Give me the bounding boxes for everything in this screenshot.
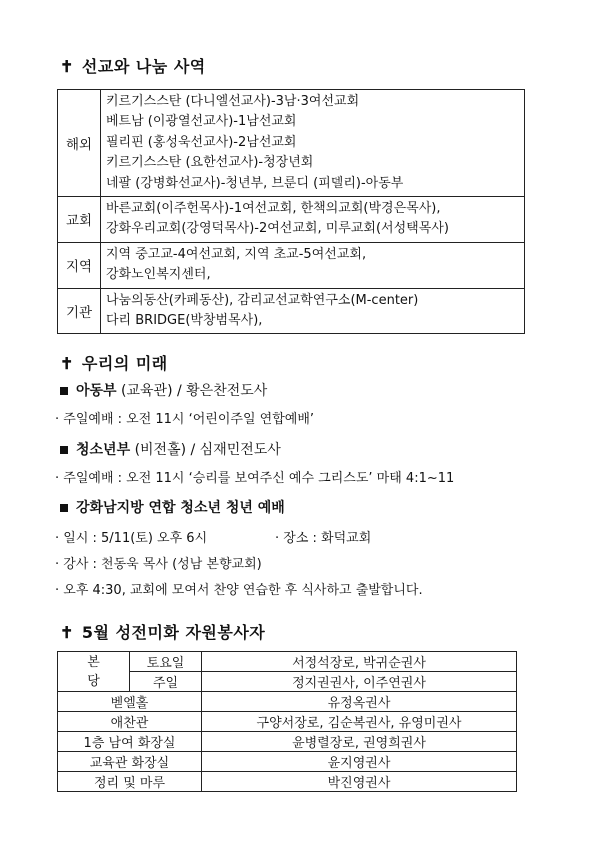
day-cell: 주일 bbox=[130, 672, 202, 692]
names-cell: 박진영권사 bbox=[202, 772, 517, 792]
square-bullet-icon bbox=[60, 446, 68, 454]
row-label-institution: 기관 bbox=[58, 288, 101, 334]
table-row bbox=[58, 732, 517, 752]
row-content-region: 지역 중고교-4여선교회, 지역 초교-5여선교회, 강화노인복지센터, bbox=[101, 242, 525, 288]
area-cell: 1층 남여 화장실 bbox=[58, 732, 202, 752]
youth-worship-detail: · 주일예배 : 오전 11시 ‘승리를 보여주신 예수 그리스도’ 마태 4:1~11 bbox=[55, 471, 455, 486]
joint-worship-note: · 오후 4:30, 교회에 모여서 찬양 연습한 후 식사하고 출발합니다. bbox=[55, 583, 423, 598]
names-cell: 윤병렬장로, 권영희권사 bbox=[202, 732, 517, 752]
cross-icon: ✝ bbox=[60, 354, 74, 373]
names-cell: 구양서장로, 김순복권사, 유영미권사 bbox=[202, 712, 517, 732]
table-row bbox=[58, 197, 525, 243]
table-row bbox=[58, 242, 525, 288]
joint-worship-place: · 장소 : 화덕교회 bbox=[275, 531, 372, 546]
row-content-overseas: 키르기스스탄 (다니엘선교사)-3남·3여선교회 베트남 (이광열선교사)-1남선교회 필리핀 (홍성욱선교사)-2남선교회 키르기스스탄 (요한선교사)-청장년회 네팔 (강병화선교사)-청년부, 브룬디 (피델리)-아동부 bbox=[101, 90, 525, 197]
mission-table bbox=[57, 89, 525, 334]
row-content-church: 바른교회(이주헌목사)-1여선교회, 한책의교회(박경은목사), 강화우리교회(강영덕목사)-2여선교회, 미루교회(서성택목사) bbox=[101, 197, 525, 243]
names-cell: 정지권권사, 이주연권사 bbox=[202, 672, 517, 692]
table-row bbox=[58, 772, 517, 792]
joint-worship-heading: 강화남지방 연합 청소년 청년 예배 bbox=[60, 497, 285, 517]
table-row bbox=[58, 288, 525, 334]
cross-icon: ✝ bbox=[60, 57, 74, 76]
cross-icon: ✝ bbox=[60, 623, 74, 642]
table-row bbox=[58, 712, 517, 732]
row-label-church: 교회 bbox=[58, 197, 101, 243]
names-cell: 서정석장로, 박귀순권사 bbox=[202, 652, 517, 672]
square-bullet-icon bbox=[60, 387, 68, 395]
area-cell: 교육관 화장실 bbox=[58, 752, 202, 772]
future-section-title: ✝ 우리의 미래 bbox=[60, 354, 168, 373]
volunteer-section-title: ✝ 5월 성전미화 자원봉사자 bbox=[60, 623, 266, 642]
joint-worship-date: · 일시 : 5/11(토) 오후 6시 bbox=[55, 531, 208, 546]
youth-heading: 청소년부 (비전홀) / 심재민전도사 bbox=[60, 439, 281, 459]
names-cell: 유정옥권사 bbox=[202, 692, 517, 712]
joint-worship-speaker: · 강사 : 천동욱 목사 (성남 본향교회) bbox=[55, 557, 262, 572]
volunteer-table bbox=[57, 651, 517, 792]
area-cell: 애찬관 bbox=[58, 712, 202, 732]
row-label-region: 지역 bbox=[58, 242, 101, 288]
mission-section-title: ✝ 선교와 나눔 사역 bbox=[60, 57, 206, 76]
day-cell: 토요일 bbox=[130, 652, 202, 672]
names-cell: 윤지영권사 bbox=[202, 752, 517, 772]
area-cell: 정리 및 마루 bbox=[58, 772, 202, 792]
table-row bbox=[58, 752, 517, 772]
row-content-institution: 나눔의동산(카페동산), 감리교선교학연구소(M-center) 다리 BRIDGE(박창범목사), bbox=[101, 288, 525, 334]
table-row bbox=[58, 692, 517, 712]
children-heading: 아동부 (교육관) / 황은찬전도사 bbox=[60, 380, 267, 400]
square-bullet-icon bbox=[60, 504, 68, 512]
main-hall-label: 본 당 bbox=[58, 652, 130, 692]
row-label-overseas: 해외 bbox=[58, 90, 101, 197]
area-cell: 벧엘홀 bbox=[58, 692, 202, 712]
children-worship-detail: · 주일예배 : 오전 11시 ‘어린이주일 연합예배’ bbox=[55, 412, 315, 427]
table-row bbox=[58, 90, 525, 197]
table-row bbox=[58, 652, 517, 672]
